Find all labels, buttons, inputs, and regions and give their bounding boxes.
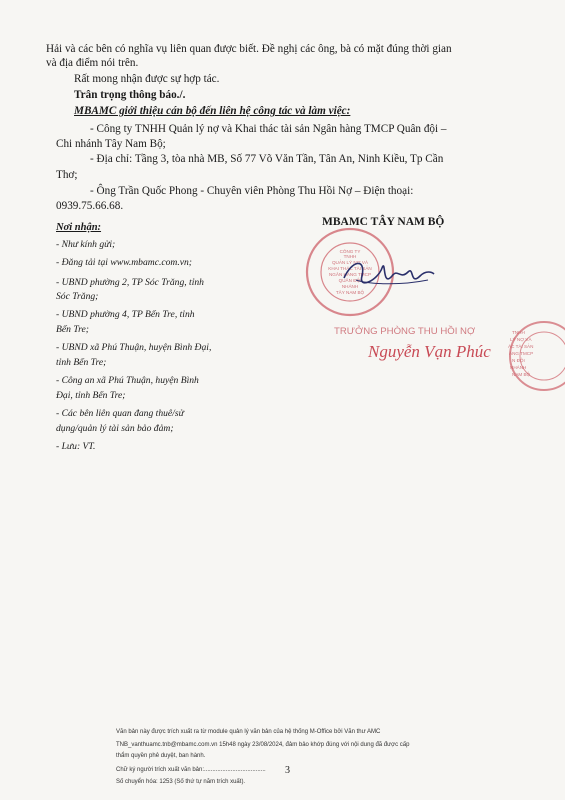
svg-text:NHÁNH: NHÁNH xyxy=(510,365,527,370)
footer-line-1: Văn bản này được trích xuất ra từ module quản lý văn bản của hệ thống M-Office bởi Văn thư AMC xyxy=(116,729,381,735)
svg-text:N ĐỘI: N ĐỘI xyxy=(512,358,525,363)
footer-line-4: Chữ ký người trích xuất văn bản:..................................... xyxy=(116,767,266,773)
closing-line: Trân trọng thông báo./. xyxy=(74,89,186,101)
recipient-line: - Công an xã Phú Thuận, huyện Bình xyxy=(56,375,199,386)
body-line-1: Hải và các bên có nghĩa vụ liên quan được biết. Đề nghị các ông, bà có mặt đúng thời gian xyxy=(46,43,452,55)
contact-line-2: Chi nhánh Tây Nam Bộ; xyxy=(56,138,166,150)
contact-line-6: 0939.75.66.68. xyxy=(56,200,124,212)
svg-text:TNHH: TNHH xyxy=(343,254,357,259)
footer-line-5: Số chuyển hóa: 1253 (Số thứ tự năm trích xuất). xyxy=(116,779,246,785)
svg-text:TÂY NAM BỘ: TÂY NAM BỘ xyxy=(335,290,365,295)
recipient-line: - Đăng tải tại www.mbamc.com.vn; xyxy=(56,257,192,268)
svg-text:ÁC TÀI SẢN: ÁC TÀI SẢN xyxy=(508,344,534,349)
body-line-3: Rất mong nhận được sự hợp tác. xyxy=(74,73,220,85)
footer-line-3: thẩm quyền phê duyệt, ban hành. xyxy=(116,753,206,759)
svg-text:LÝ NỢ VÀ: LÝ NỢ VÀ xyxy=(510,337,532,342)
svg-text:NHÁNH: NHÁNH xyxy=(341,284,359,289)
body-line-2: và địa điểm nói trên. xyxy=(46,57,139,69)
page-number: 3 xyxy=(285,765,290,776)
recipient-line: - Các bên liên quan đang thuê/sử xyxy=(56,408,184,419)
svg-text:KHAI THÁC TÀI SẢN: KHAI THÁC TÀI SẢN xyxy=(328,266,372,271)
signature-org: MBAMC TÂY NAM BỘ xyxy=(322,216,445,228)
contact-line-4: Thơ; xyxy=(56,169,78,181)
signature-title: TRƯỞNG PHÒNG THU HỒI NỢ xyxy=(334,326,476,337)
recipient-line: - UBND phường 2, TP Sóc Trăng, tỉnh xyxy=(56,277,204,288)
svg-text:QUẢN LÝ NỢ VÀ: QUẢN LÝ NỢ VÀ xyxy=(331,260,369,265)
recipient-line: - UBND phường 4, TP Bến Tre, tỉnh xyxy=(56,309,195,320)
footer-line-2: TNB_vanthuamc.tnb@mbamc.com.vn 15h48 ngày 23/08/2024, đảm bảo khớp đúng với nội dung đã được cấp xyxy=(116,742,410,748)
recipients-heading: Nơi nhận: xyxy=(56,222,102,233)
recipient-line: - Như kính gửi; xyxy=(56,239,116,250)
svg-text:TNHH: TNHH xyxy=(512,330,525,335)
svg-text:ÀNG TMCP: ÀNG TMCP xyxy=(509,351,534,356)
contact-line-1: - Công ty TNHH Quản lý nợ và Khai thác tài sản Ngân hàng TMCP Quân đội – xyxy=(90,123,447,135)
recipient-line: dụng/quản lý tài sản bảo đảm; xyxy=(56,423,174,434)
contact-heading: MBAMC giới thiệu cán bộ đến liên hệ công tác và làm việc: xyxy=(74,105,351,117)
signature-name: Nguyễn Vạn Phúc xyxy=(368,342,491,361)
contact-line-5: - Ông Trần Quốc Phong - Chuyên viên Phòng Thu Hồi Nợ – Điện thoại: xyxy=(90,185,414,197)
side-stamp xyxy=(506,320,565,392)
recipient-line: Bến Tre; xyxy=(56,324,89,335)
handwritten-signature xyxy=(335,250,438,295)
recipient-line: Sóc Trăng; xyxy=(56,291,99,302)
svg-text:CÔNG TY: CÔNG TY xyxy=(339,249,361,254)
recipient-line: - UBND xã Phú Thuận, huyện Bình Đại, xyxy=(56,342,212,353)
svg-text:NAM BỘ: NAM BỘ xyxy=(512,372,531,377)
recipient-line: - Lưu: VT. xyxy=(56,441,96,452)
svg-text:QUÂN ĐỘI: QUÂN ĐỘI xyxy=(338,278,362,283)
svg-text:NGÂN HÀNG TMCP: NGÂN HÀNG TMCP xyxy=(328,272,372,277)
recipient-line: tỉnh Bến Tre; xyxy=(56,357,107,368)
contact-line-3: - Địa chỉ: Tầng 3, tòa nhà MB, Số 77 Võ Văn Tần, Tân An, Ninh Kiều, Tp Cần xyxy=(90,153,444,165)
recipient-line: Đại, tỉnh Bến Tre; xyxy=(56,390,126,401)
